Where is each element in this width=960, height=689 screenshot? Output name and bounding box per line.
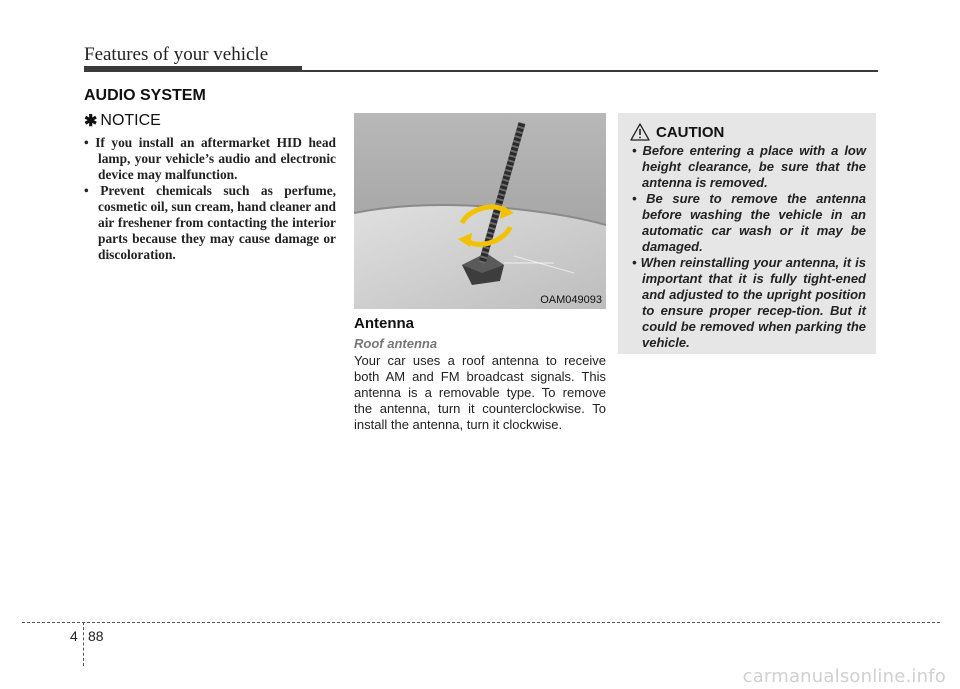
figure-label: OAM049093 bbox=[540, 294, 602, 306]
caution-box bbox=[618, 113, 876, 354]
antenna-subheading: Roof antenna bbox=[354, 336, 438, 351]
caution-list bbox=[630, 143, 866, 351]
antenna-body-text: Your car uses a roof antenna to receive both AM and FM broadcast signals. This antenna is a removable type. To remove the antenna, turn it counterclockwise. To install the antenna, turn it clockwise. bbox=[354, 353, 606, 432]
notice-list bbox=[84, 135, 336, 263]
notice-box bbox=[84, 111, 336, 263]
footer-rule bbox=[22, 622, 940, 623]
caution-heading bbox=[630, 123, 866, 141]
watermark: carmanualsonline.info bbox=[742, 666, 946, 687]
notice-heading bbox=[84, 111, 336, 131]
caution-title: CAUTION bbox=[656, 123, 725, 141]
antenna-figure bbox=[354, 113, 606, 309]
footer-vertical-rule bbox=[83, 622, 84, 666]
header-rule-thin bbox=[84, 70, 878, 72]
roof-antenna-illustration bbox=[354, 113, 606, 309]
notice-title: NOTICE bbox=[100, 112, 161, 129]
notice-item: • If you install an aftermarket HID head lamp, your vehicle’s audio and electronic device may malfunction. bbox=[84, 135, 336, 183]
caution-item: • When reinstalling your antenna, it is important that it is fully tight-ened and adjusted to the upright position to ensure proper recep-tion. But it could be removed when parking the vehicle. bbox=[630, 255, 866, 351]
section-number: 4 bbox=[70, 628, 78, 644]
caution-item: • Be sure to remove the antenna before washing the vehicle in an automatic car wash or it may be damaged. bbox=[630, 191, 866, 255]
warning-triangle-icon bbox=[630, 123, 650, 141]
notice-item: • Prevent chemicals such as perfume, cosmetic oil, sun cream, hand cleaner and air freshener from contacting the interior parts because they may cause damage or discoloration. bbox=[84, 183, 336, 263]
section-title: AUDIO SYSTEM bbox=[84, 87, 206, 104]
page-number: 88 bbox=[88, 628, 104, 644]
antenna-heading: Antenna bbox=[354, 315, 414, 332]
star-cross-icon: ✱ bbox=[84, 113, 98, 130]
page-header-title: Features of your vehicle bbox=[84, 44, 269, 65]
caution-item: • Before entering a place with a low height clearance, be sure that the antenna is removed. bbox=[630, 143, 866, 191]
